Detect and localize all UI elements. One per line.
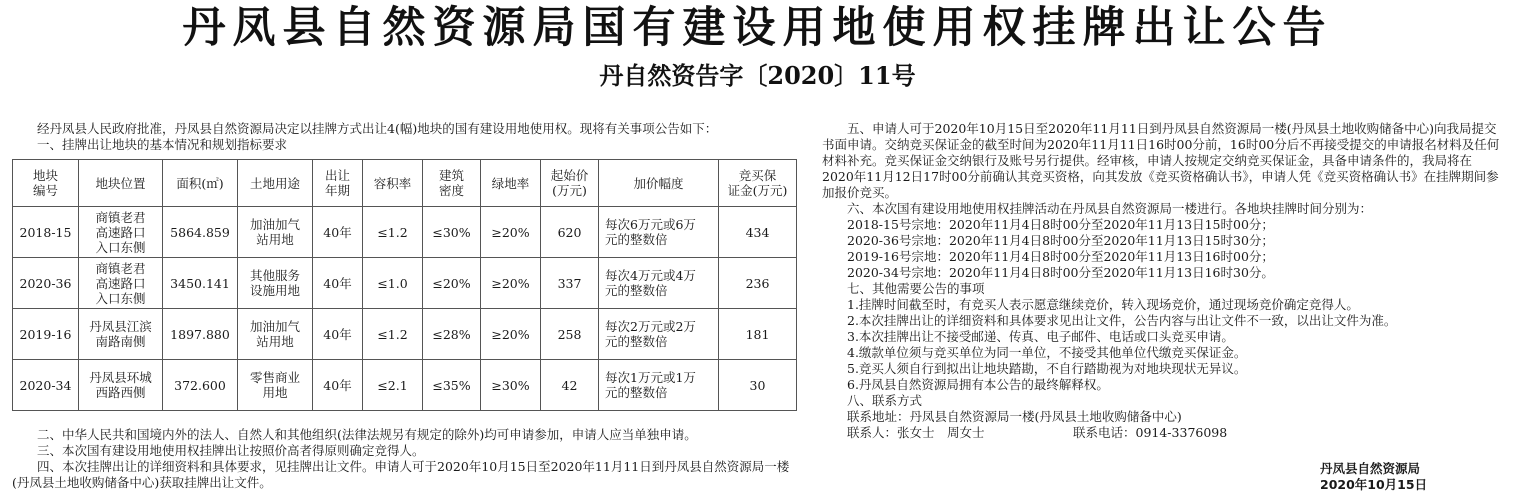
table-cell: 40年 xyxy=(313,258,363,309)
table-row xyxy=(13,360,797,411)
table-cell: ≤35% xyxy=(423,360,481,411)
schedule-item: 2020-34号宗地：2020年11月4日8时00分至2020年11月13日16时30分。 xyxy=(847,265,1274,280)
table-cell: 2019-16 xyxy=(13,309,79,360)
column-header: 地块位置 xyxy=(79,160,163,207)
signature-org: 丹凤县自然资源局 xyxy=(1320,461,1421,476)
table-cell: 每次1万元或1万 元的整数倍 xyxy=(599,360,719,411)
table-cell: ≥20% xyxy=(481,258,541,309)
table-cell: 372.600 xyxy=(163,360,238,411)
table-row xyxy=(13,207,797,258)
table-cell: ≤20% xyxy=(423,258,481,309)
table-cell: 620 xyxy=(541,207,599,258)
table-cell: 337 xyxy=(541,258,599,309)
table-cell: ≤2.1 xyxy=(363,360,423,411)
table-cell: ≤1.2 xyxy=(363,309,423,360)
column-header: 面积(㎡) xyxy=(163,160,238,207)
table-cell: 其他服务 设施用地 xyxy=(238,258,313,309)
other-item: 2.本次挂牌出让的详细资料和具体要求见出让文件，公告内容与出让文件不一致，以出让文件为准。 xyxy=(847,313,1397,328)
column-header: 出让 年期 xyxy=(313,160,363,207)
other-item: 1.挂牌时间截至时，有竞买人表示愿意继续竞价，转入现场竞价，通过现场竞价确定竞得人。 xyxy=(847,297,1359,312)
column-header: 加价幅度 xyxy=(599,160,719,207)
other-item: 4.缴款单位须与竞买单位为同一单位，不接受其他单位代缴竞买保证金。 xyxy=(847,345,1247,360)
table-cell: 丹凤县江滨 南路南侧 xyxy=(79,309,163,360)
column-header: 竞买保 证金(万元) xyxy=(719,160,797,207)
other-item: 3.本次挂牌出让不接受邮递、传真、电子邮件、电话或口头竞买申请。 xyxy=(847,329,1234,344)
table-cell: 258 xyxy=(541,309,599,360)
schedule-item: 2018-15号宗地：2020年11月4日8时00分至2020年11月13日15时00分； xyxy=(847,217,1274,232)
table-cell: ≥30% xyxy=(481,360,541,411)
contact-person: 联系人：张女士 周女士 xyxy=(847,425,985,440)
schedule-item: 2020-36号宗地：2020年11月4日8时00分至2020年11月13日15时30分； xyxy=(847,233,1274,248)
table-cell: 加油加气 站用地 xyxy=(238,309,313,360)
table-cell: ≥20% xyxy=(481,207,541,258)
other-item: 6.丹凤县自然资源局拥有本公告的最终解释权。 xyxy=(847,377,1109,392)
table-cell: 商镇老君 高速路口 入口东侧 xyxy=(79,258,163,309)
section-1-heading: 一、挂牌出让地块的基本情况和规划指标要求 xyxy=(37,137,288,152)
column-header: 容积率 xyxy=(363,160,423,207)
table-cell: ≤28% xyxy=(423,309,481,360)
left-column-intro xyxy=(12,121,802,153)
notice-title: 丹凤县自然资源局国有建设用地使用权挂牌出让公告 xyxy=(182,3,1333,53)
schedule-item: 2019-16号宗地：2020年11月4日8时00分至2020年11月13日16时00分； xyxy=(847,249,1274,264)
other-item: 5.竞买人须自行到拟出让地块踏勘，不自行踏勘视为对地块现状无异议。 xyxy=(847,361,1247,376)
table-cell: 42 xyxy=(541,360,599,411)
table-cell: 181 xyxy=(719,309,797,360)
table-cell: 每次6万元或6万 元的整数倍 xyxy=(599,207,719,258)
section-4: 四、本次挂牌出让的详细资料和具体要求，见挂牌出让文件。申请人可于2020年10月15日至2020年11月11日到丹凤县自然资源局一楼(丹凤县土地收购储备中心)获取挂牌出让文件。 xyxy=(12,459,790,490)
table-cell: ≤1.0 xyxy=(363,258,423,309)
table-cell: 商镇老君 高速路口 入口东侧 xyxy=(79,207,163,258)
column-header: 地块 编号 xyxy=(13,160,79,207)
table-header-row xyxy=(13,160,797,207)
table-cell: 1897.880 xyxy=(163,309,238,360)
right-column xyxy=(822,121,1502,441)
table-cell: 2018-15 xyxy=(13,207,79,258)
signature-date: 2020年10月15日 xyxy=(1320,477,1428,492)
table-cell: 30 xyxy=(719,360,797,411)
section-8: 八、联系方式 xyxy=(847,393,923,408)
table-cell: 434 xyxy=(719,207,797,258)
table-cell: 加油加气 站用地 xyxy=(238,207,313,258)
table-cell: 零售商业 用地 xyxy=(238,360,313,411)
table-cell: 3450.141 xyxy=(163,258,238,309)
table-cell: 每次2万元或2万 元的整数倍 xyxy=(599,309,719,360)
table-cell: 丹凤县环城 西路西侧 xyxy=(79,360,163,411)
column-header: 起始价 (万元) xyxy=(541,160,599,207)
table-cell: 40年 xyxy=(313,309,363,360)
table-cell: ≤1.2 xyxy=(363,207,423,258)
document-number: 丹自然资告字〔2020〕11号 xyxy=(599,61,916,90)
column-header: 绿地率 xyxy=(481,160,541,207)
contact-phone: 联系电话：0914-3376098 xyxy=(1073,425,1228,440)
section-2: 二、中华人民共和国境内外的法人、自然人和其他组织(法律法规另有规定的除外)均可申请参加，申请人应当单独申请。 xyxy=(37,427,697,442)
table-row xyxy=(13,309,797,360)
table-cell: ≥20% xyxy=(481,309,541,360)
section-5: 五、申请人可于2020年10月15日至2020年11月11日到丹凤县自然资源局一楼(丹凤县土地收购储备中心)向我局提交书面申请。交纳竞买保证金的截至时间为2020年11月11日16时00分前，16时00分后不再接受提交的申请报名材料及任何材料补充。竞买保证金交纳银行及账号另行提供。经审核，申请人按规定交纳竞买保证金，具备申请条件的，我局将在2020年11月12日17时00分前确认其竞买资格，向其发放《竞买资格确认书》，申请人凭《竞买资格确认书》在挂牌期间参加报价竞买。 xyxy=(822,121,1500,200)
table-cell: 236 xyxy=(719,258,797,309)
table-cell: 2020-36 xyxy=(13,258,79,309)
table-row xyxy=(13,258,797,309)
table-cell: 40年 xyxy=(313,360,363,411)
section-3: 三、本次国有建设用地使用权挂牌出让按照价高者得原则确定竞得人。 xyxy=(37,443,425,458)
table-cell: ≤30% xyxy=(423,207,481,258)
column-header: 土地用途 xyxy=(238,160,313,207)
table-cell: 2020-34 xyxy=(13,360,79,411)
contact-line xyxy=(822,425,1502,441)
section-6: 六、本次国有建设用地使用权挂牌活动在丹凤县自然资源局一楼进行。各地块挂牌时间分别为： xyxy=(847,201,1373,216)
table-cell: 40年 xyxy=(313,207,363,258)
column-header: 建筑 密度 xyxy=(423,160,481,207)
table-cell: 5864.859 xyxy=(163,207,238,258)
left-column-sections xyxy=(12,427,802,491)
section-7: 七、其他需要公告的事项 xyxy=(847,281,985,296)
contact-address: 联系地址：丹凤县自然资源局一楼(丹凤县土地收购储备中心) xyxy=(847,409,1182,424)
intro-paragraph: 经丹凤县人民政府批准，丹凤县自然资源局决定以挂牌方式出让4(幅)地块的国有建设用地使用权。现将有关事项公告如下： xyxy=(37,121,718,136)
land-plots-table xyxy=(12,159,797,411)
table-cell: 每次4万元或4万 元的整数倍 xyxy=(599,258,719,309)
